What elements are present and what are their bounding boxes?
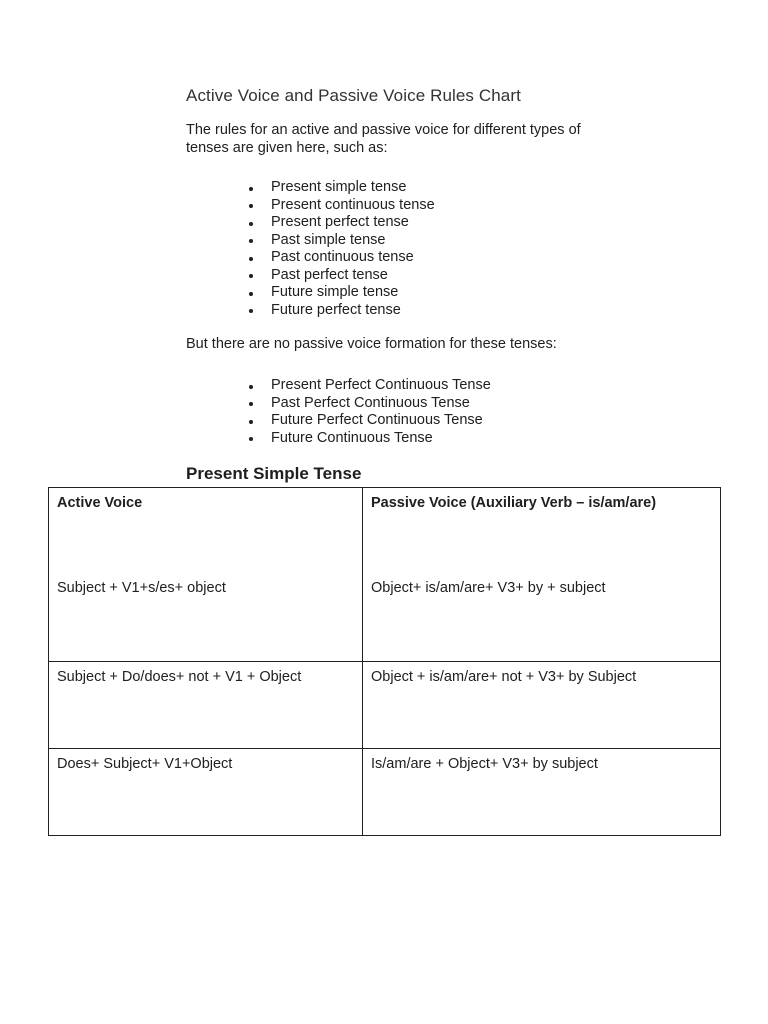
passive-rule: Object+ is/am/are+ V3+ by + subject — [371, 580, 606, 596]
list-item: Future perfect tense — [244, 302, 435, 320]
passive-rule: Object + is/am/are+ not + V3+ by Subject — [371, 669, 637, 685]
list-item: Present perfect tense — [244, 214, 435, 232]
tenses-list — [244, 179, 435, 319]
list-item: Present Perfect Continuous Tense — [244, 377, 491, 395]
intro-paragraph: The rules for an active and passive voice for different types of tenses are given here, such as: — [186, 122, 581, 156]
active-rule: Subject + Do/does+ not + V1 + Object — [57, 669, 302, 685]
list-item: Present continuous tense — [244, 197, 435, 215]
active-rule: Does+ Subject+ V1+Object — [57, 756, 233, 772]
list-item: Past continuous tense — [244, 249, 435, 267]
no-passive-intro: But there are no passive voice formation for these tenses: — [186, 336, 557, 352]
no-passive-tenses-list — [244, 377, 491, 447]
table-cell — [363, 749, 721, 836]
list-item: Past Perfect Continuous Tense — [244, 395, 491, 413]
table-cell — [363, 488, 721, 662]
table-row — [49, 749, 721, 836]
page-title: Active Voice and Passive Voice Rules Chart — [186, 86, 521, 105]
table-cell — [49, 749, 363, 836]
table-cell — [49, 662, 363, 749]
table-row — [49, 662, 721, 749]
passive-rule: Is/am/are + Object+ V3+ by subject — [371, 756, 598, 772]
rules-table — [48, 487, 721, 836]
table-cell — [363, 662, 721, 749]
passive-voice-header: Passive Voice (Auxiliary Verb – is/am/are) — [371, 495, 657, 511]
active-voice-header: Active Voice — [57, 495, 143, 511]
list-item: Past perfect tense — [244, 267, 435, 285]
list-item: Future simple tense — [244, 284, 435, 302]
list-item: Future Continuous Tense — [244, 430, 491, 448]
list-item: Future Perfect Continuous Tense — [244, 412, 491, 430]
table-row — [49, 488, 721, 662]
table-cell — [49, 488, 363, 662]
list-item: Past simple tense — [244, 232, 435, 250]
active-rule: Subject + V1+s/es+ object — [57, 580, 226, 596]
section-heading: Present Simple Tense — [186, 464, 362, 483]
list-item: Present simple tense — [244, 179, 435, 197]
